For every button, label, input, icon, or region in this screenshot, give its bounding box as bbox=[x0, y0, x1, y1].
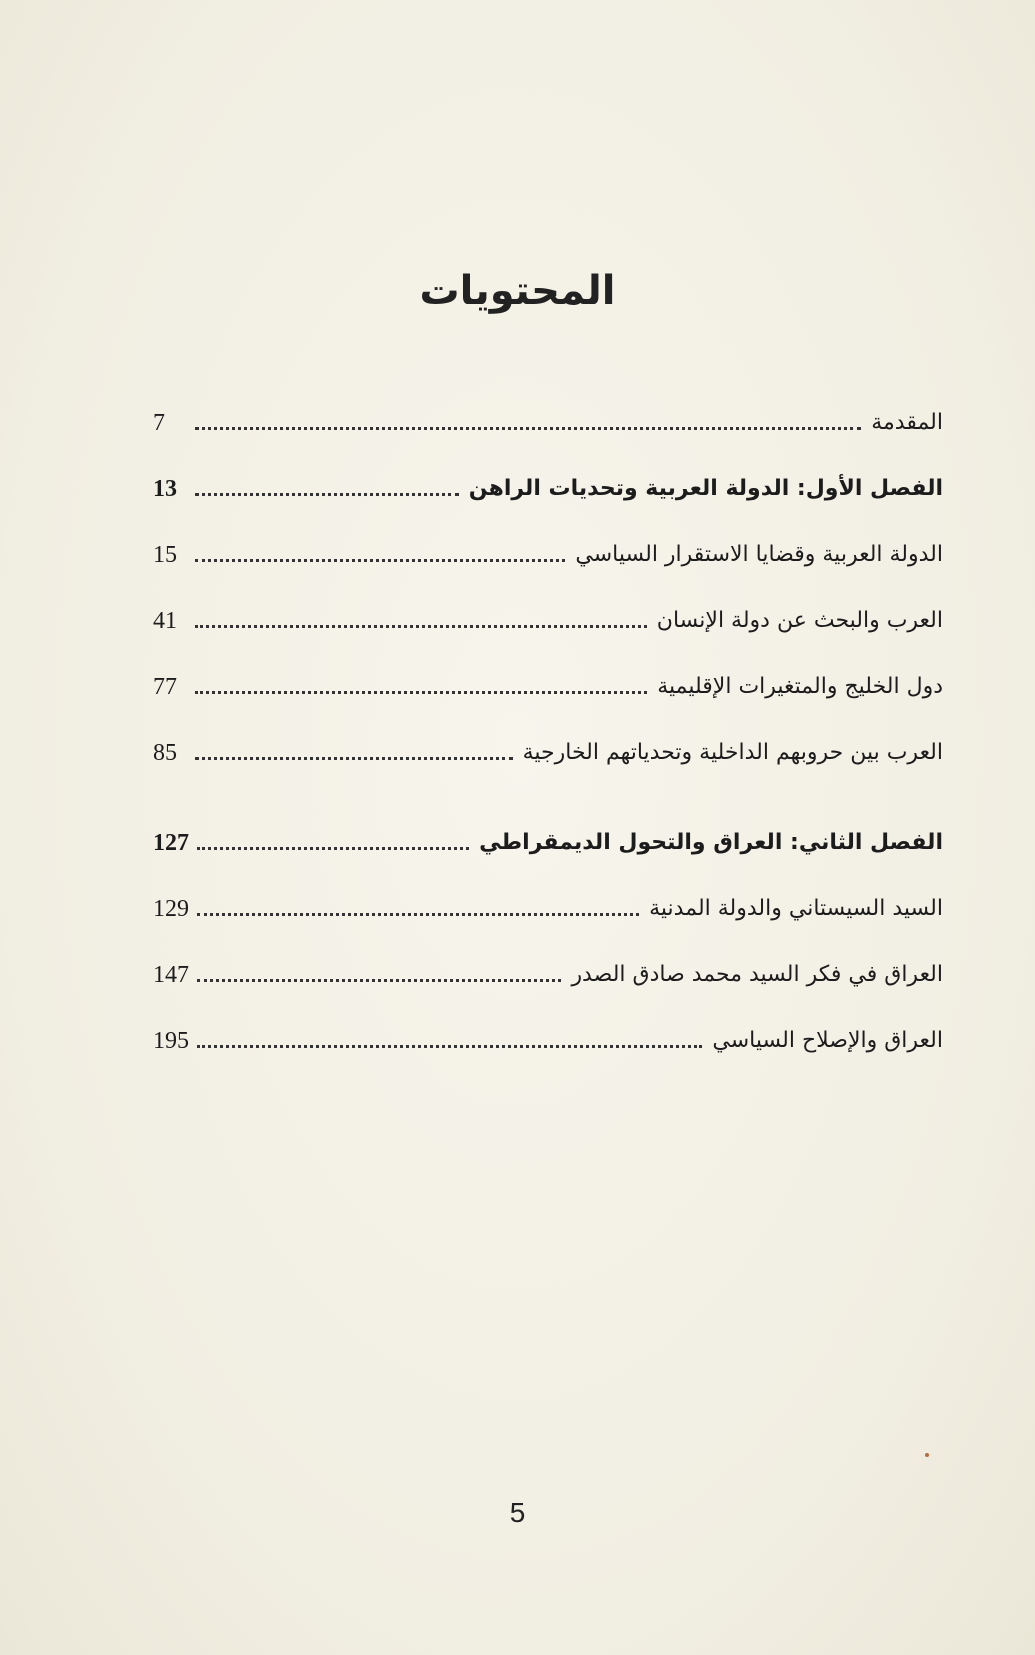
toc-entry bbox=[153, 1016, 943, 1056]
toc-entry-introduction bbox=[153, 398, 943, 438]
toc-entry bbox=[153, 662, 943, 702]
toc-entry-page: 127 bbox=[153, 830, 189, 856]
dot-leader bbox=[197, 1044, 702, 1048]
toc-entry bbox=[153, 596, 943, 636]
dot-leader bbox=[195, 558, 565, 562]
dot-leader bbox=[195, 426, 861, 430]
toc-entry bbox=[153, 728, 943, 768]
dot-leader bbox=[197, 846, 469, 850]
paper-speck bbox=[925, 1453, 929, 1457]
toc-entry-chapter-1 bbox=[153, 464, 943, 504]
toc-entry-label: الفصل الأول: الدولة العربية وتحديات الراهن bbox=[468, 476, 943, 501]
toc-entry-page: 147 bbox=[153, 962, 189, 988]
toc-entry-page: 13 bbox=[153, 476, 177, 502]
toc-entry-label: العرب بين حروبهم الداخلية وتحدياتهم الخارجية bbox=[522, 740, 943, 765]
toc-entry bbox=[153, 884, 943, 924]
dot-leader bbox=[197, 978, 561, 982]
toc-entry-label: العراق في فكر السيد محمد صادق الصدر bbox=[571, 962, 943, 987]
toc-entry-chapter-2 bbox=[153, 818, 943, 858]
toc-entry-page: 195 bbox=[153, 1028, 189, 1054]
toc-entry-label: الدولة العربية وقضايا الاستقرار السياسي bbox=[575, 542, 943, 567]
dot-leader bbox=[197, 912, 639, 916]
toc-entry-page: 129 bbox=[153, 896, 189, 922]
toc-entry-page: 15 bbox=[153, 542, 177, 568]
toc-entry-label: الفصل الثاني: العراق والتحول الديمقراطي bbox=[479, 830, 943, 855]
toc-entry-page: 41 bbox=[153, 608, 177, 634]
dot-leader bbox=[195, 756, 513, 760]
toc-entry-label: دول الخليج والمتغيرات الإقليمية bbox=[657, 674, 943, 699]
page-number: 5 bbox=[509, 1497, 526, 1528]
toc-entry-label: العرب والبحث عن دولة الإنسان bbox=[656, 608, 943, 633]
toc-entry-label: السيد السيستاني والدولة المدنية bbox=[649, 896, 943, 921]
dot-leader bbox=[195, 624, 647, 628]
toc-entry-label: المقدمة bbox=[871, 410, 943, 435]
toc-entry bbox=[153, 530, 943, 570]
page-title: المحتويات bbox=[419, 268, 616, 314]
dot-leader bbox=[195, 690, 647, 694]
toc-entry-label: العراق والإصلاح السياسي bbox=[712, 1028, 943, 1053]
toc-entry bbox=[153, 950, 943, 990]
toc-entry-page: 77 bbox=[153, 674, 177, 700]
dot-leader bbox=[195, 492, 459, 496]
toc-entry-page: 7 bbox=[153, 410, 165, 436]
toc-entry-page: 85 bbox=[153, 740, 177, 766]
